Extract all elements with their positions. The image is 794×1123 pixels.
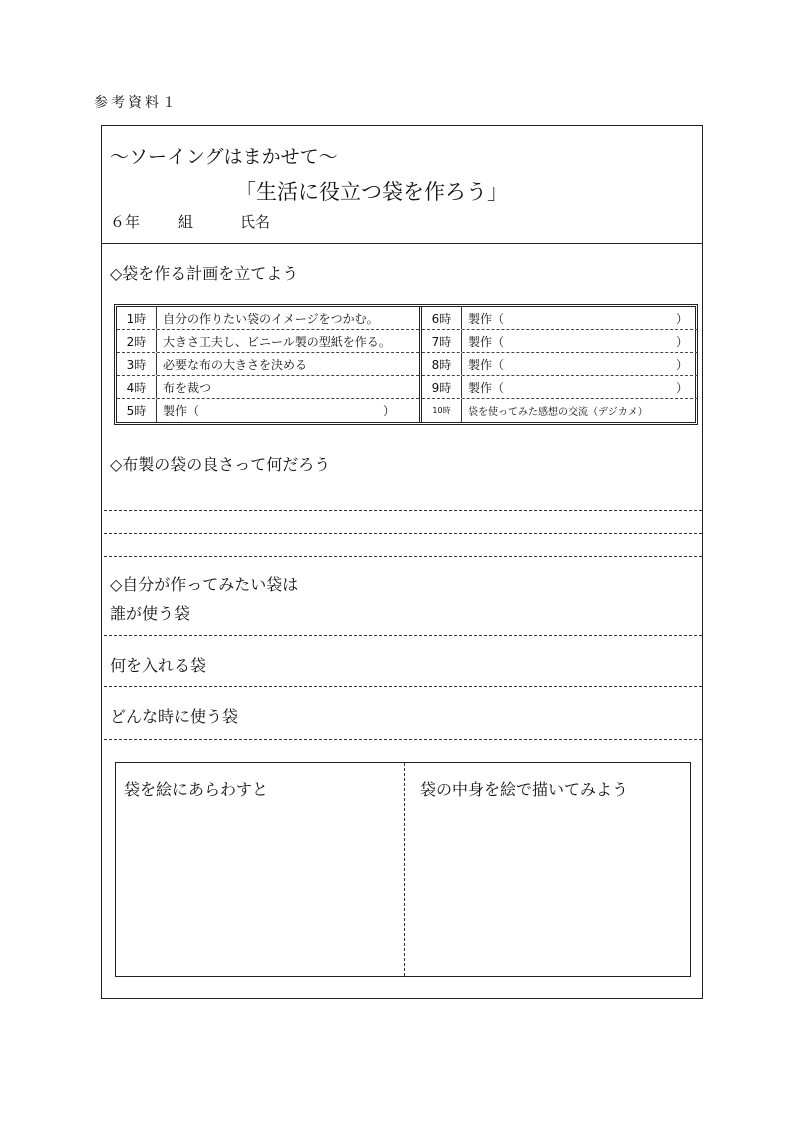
reference-label: 参考資料１ [94,95,179,111]
plan-row [117,330,419,353]
period-activity-open: 製作（ [163,404,200,418]
plan-row [422,376,698,399]
period-activity [157,402,395,419]
plan-row [117,353,419,376]
period-activity-close: ） [382,404,395,418]
student-info [110,211,270,232]
period-activity [462,310,688,327]
answer-line [104,686,702,687]
worksheet-title: 「生活に役立つ袋を作ろう」 [235,180,508,204]
goodness-heading: ◇布製の袋の良さって何だろう [110,455,331,474]
draw-bag-label: 袋を絵にあらわすと [124,780,269,799]
period-number: 7時 [422,330,462,352]
worksheet-subtitle: ～ソーイングはまかせて～ [110,146,338,168]
period-activity [462,333,688,350]
period-number: 4時 [117,376,157,398]
period-activity-close: ） [675,357,688,372]
when-label: どんな時に使う袋 [110,707,239,726]
period-activity-close: ） [675,311,688,326]
period-activity [462,379,688,396]
answer-line [104,533,702,534]
period-number: 6時 [422,307,462,329]
plan-row [117,376,419,399]
period-activity-open: 製作（ [468,380,505,395]
plan-row [422,307,698,330]
plan-row [117,399,419,422]
lesson-plan-table [114,304,698,425]
name-label: 氏名 [240,213,271,231]
period-activity-close: ） [675,334,688,349]
want-heading: ◇自分が作ってみたい袋は [110,575,299,594]
class-label: 組 [178,213,194,231]
period-activity-open: 製作（ [468,334,505,349]
period-activity-close: ） [675,380,688,395]
period-activity: 布を裁つ [163,380,212,395]
plan-row [422,399,698,422]
who-label: 誰が使う袋 [110,604,191,623]
period-activity-open: 製作（ [468,311,505,326]
period-number: 8時 [422,353,462,375]
plan-row [422,330,698,353]
period-activity: 大きさ工夫し、ビニール製の型紙を作る。 [163,334,391,349]
answer-line [104,510,702,511]
header-divider [102,243,703,244]
plan-left-column [117,307,419,422]
period-number: 9時 [422,376,462,398]
period-number: 5時 [117,399,157,422]
plan-heading: ◇袋を作る計画を立てよう [110,264,299,283]
period-activity: 自分の作りたい袋のイメージをつかむ。 [163,311,379,326]
drawing-box [115,762,691,977]
period-activity: 必要な布の大きさを決める [163,357,308,372]
period-number: 1時 [117,307,157,329]
grade-label: ６年 [110,213,141,231]
answer-line [104,739,702,740]
period-activity: 袋を使ってみた感想の交流（デジカメ） [468,407,648,418]
period-number: 3時 [117,353,157,375]
plan-row [422,353,698,376]
plan-right-column [419,307,698,422]
draw-contents-label: 袋の中身を絵で描いてみよう [420,780,629,799]
period-number: 10時 [422,399,462,422]
period-activity-open: 製作（ [468,357,505,372]
period-activity [462,356,688,373]
what-label: 何を入れる袋 [110,656,207,675]
drawing-divider [404,763,405,976]
period-number: 2時 [117,330,157,352]
answer-line [104,635,702,636]
plan-row [117,307,419,330]
answer-line [104,556,702,557]
